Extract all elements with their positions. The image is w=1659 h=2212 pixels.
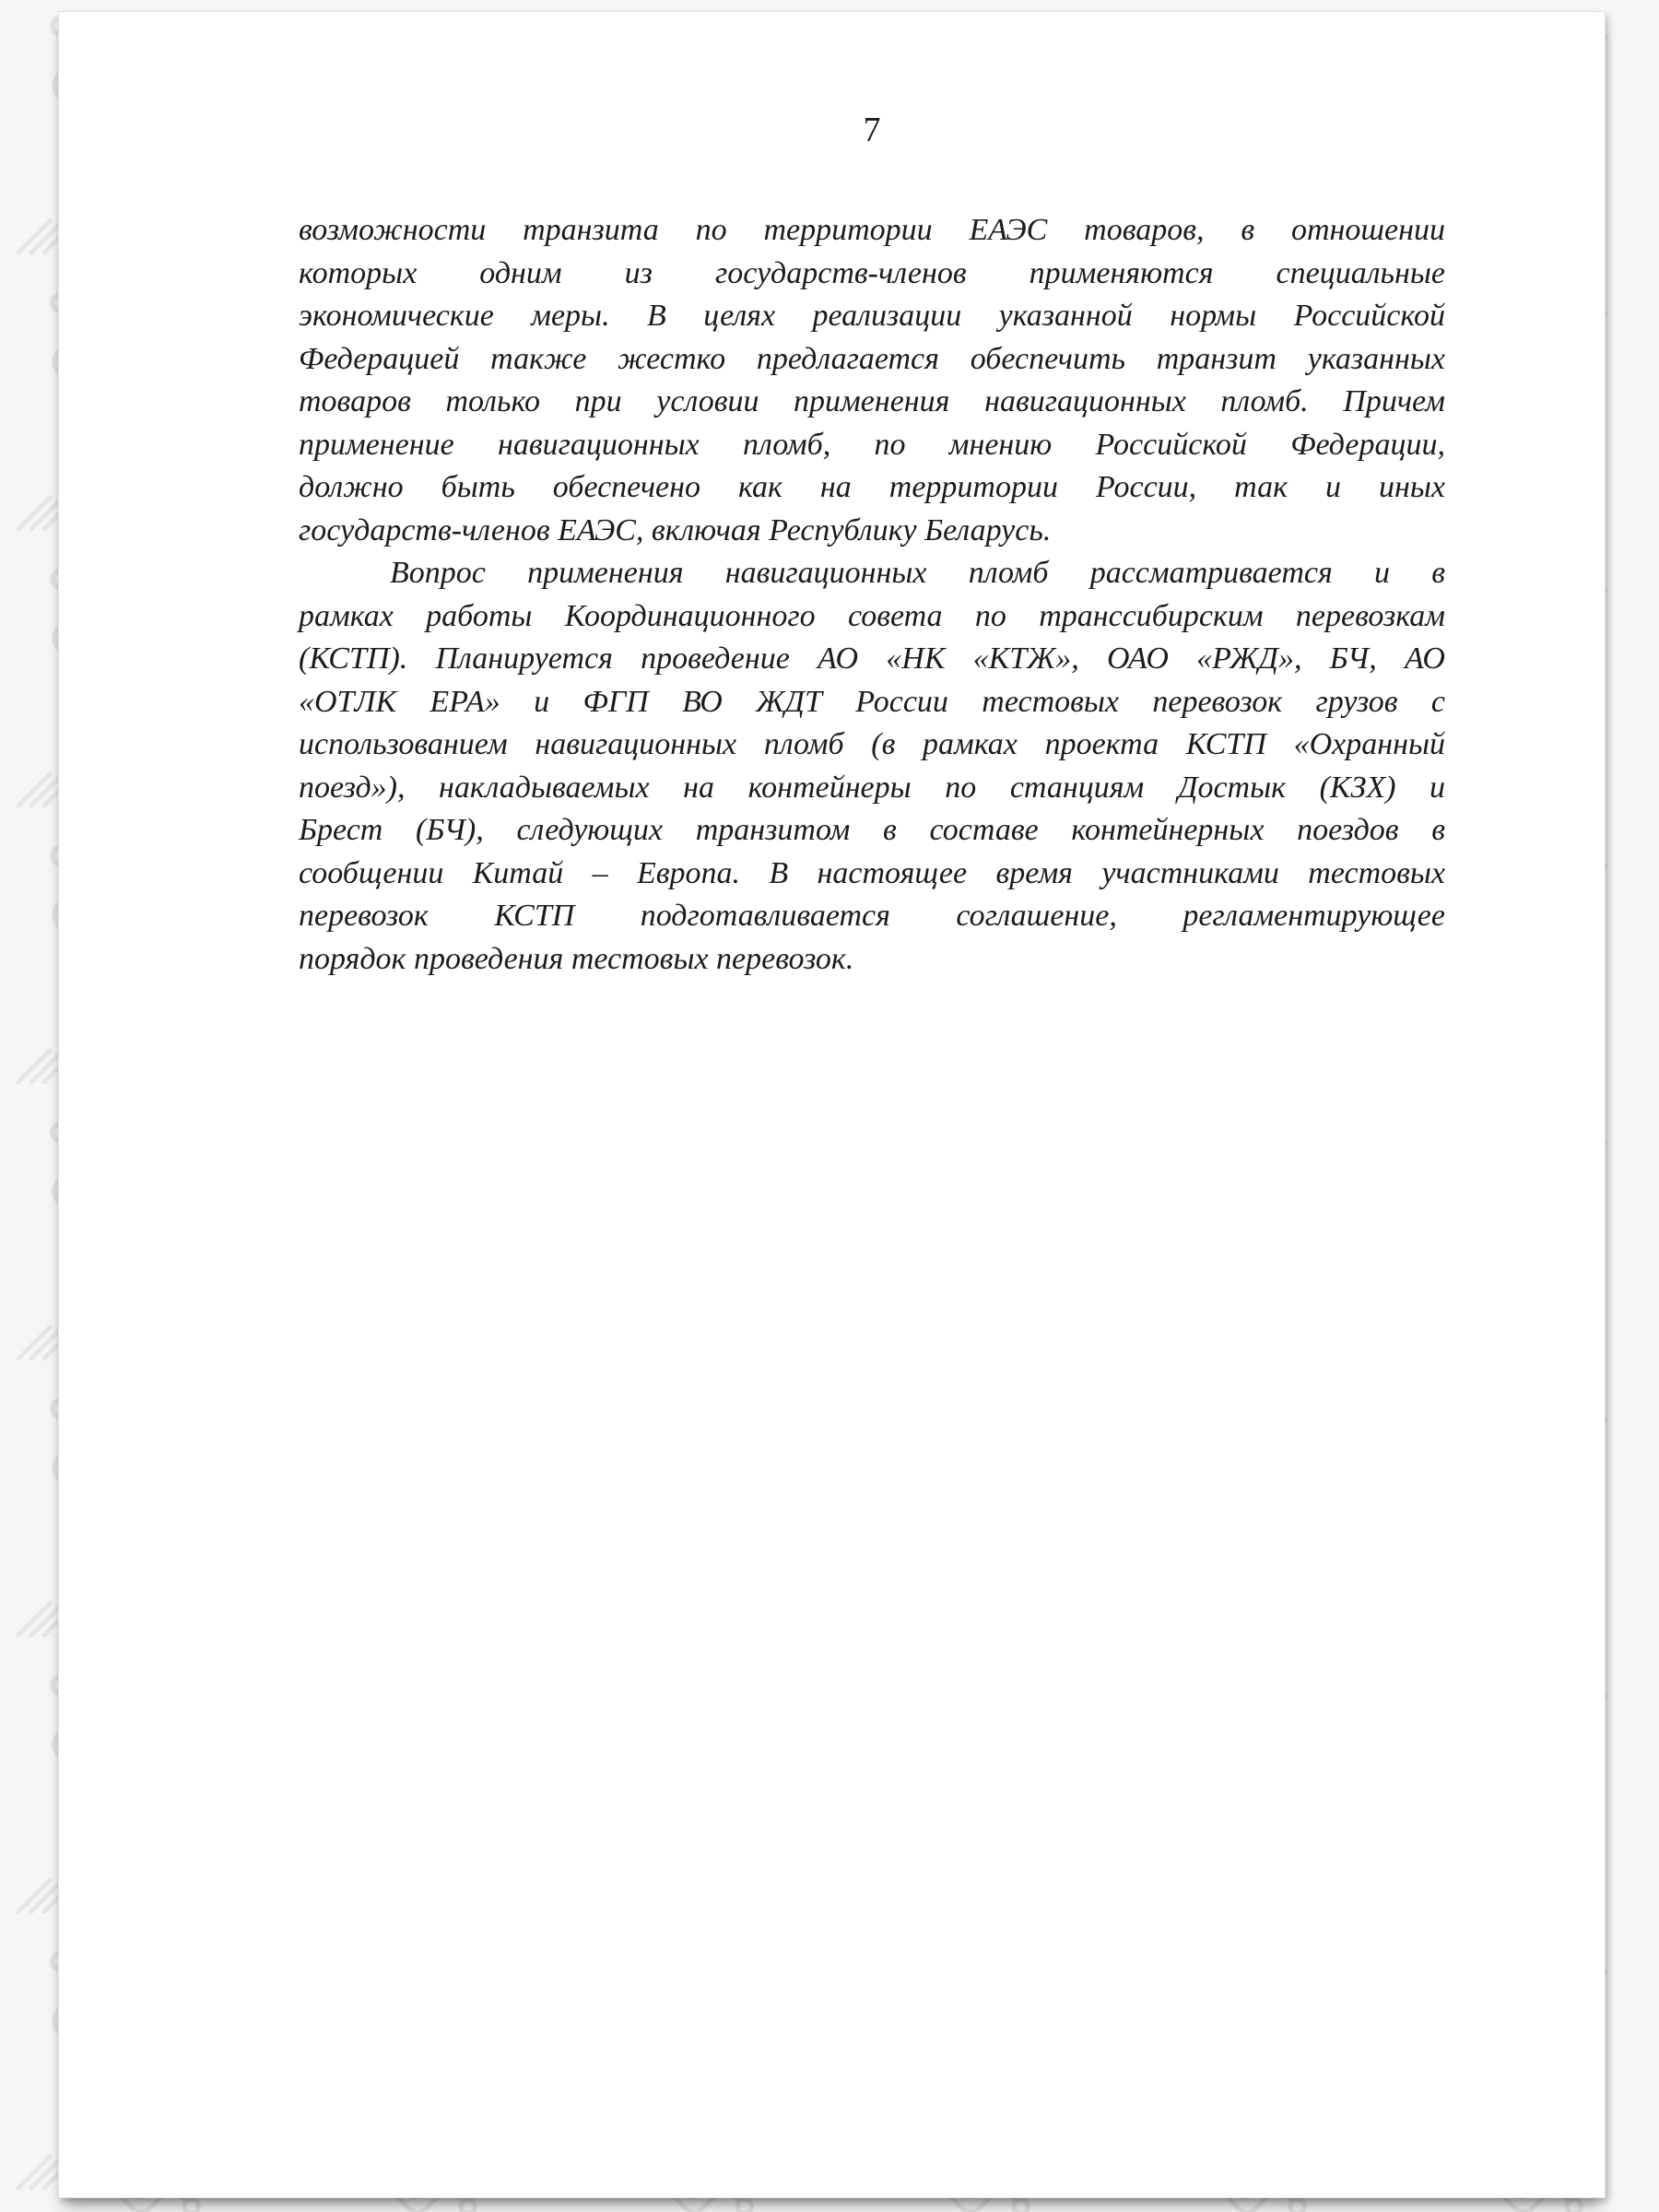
text-line: которых одним из государств-членов применяются специальные (299, 255, 1445, 290)
text-line: экономические меры. В целях реализации указанной нормы Российской (299, 299, 1445, 333)
text-line: возможности транзита по территории ЕАЭС товаров, в отношении (299, 213, 1445, 247)
text-line: использованием навигационных пломб (в рамках проекта КСТП «Охранный (299, 727, 1445, 761)
text-line: рамках работы Координационного совета по транссибирским перевозкам (299, 598, 1445, 633)
text-line: «ОТЛК ЕРА» и ФГП ВО ЖДТ России тестовых перевозок грузов с (299, 684, 1445, 719)
text-line: порядок проведения тестовых перевозок. (299, 941, 854, 976)
text-line: применение навигационных пломб, по мнению Российской Федерации, (299, 427, 1445, 462)
text-line: Вопрос применения навигационных пломб рассматривается и в (390, 556, 1445, 590)
page-number: 7 (863, 111, 881, 149)
text-line: товаров только при условии применения навигационных пломб. Причем (299, 384, 1445, 418)
text-block (299, 209, 1445, 981)
text-line: государств-членов ЕАЭС, включая Республику Беларусь. (299, 512, 1052, 547)
document-page (58, 11, 1606, 2198)
text-line: перевозок КСТП подготавливается соглашение, регламентирующее (299, 899, 1445, 933)
text-line: должно быть обеспечено как на территории России, так и иных (299, 470, 1445, 504)
text-line: Брест (БЧ), следующих транзитом в составе контейнерных поездов в (299, 813, 1445, 847)
text-line: поезд»), накладываемых на контейнеры по станциям Достык (КЗХ) и (299, 770, 1445, 805)
text-line: сообщении Китай – Европа. В настоящее время участниками тестовых (299, 855, 1445, 890)
text-line: Федерацией также жестко предлагается обеспечить транзит указанных (299, 341, 1445, 376)
paragraph (299, 552, 1445, 981)
paragraph (299, 209, 1445, 552)
text-line: (КСТП). Планируется проведение АО «НК «КТЖ», ОАО «РЖД», БЧ, АО (299, 641, 1445, 676)
